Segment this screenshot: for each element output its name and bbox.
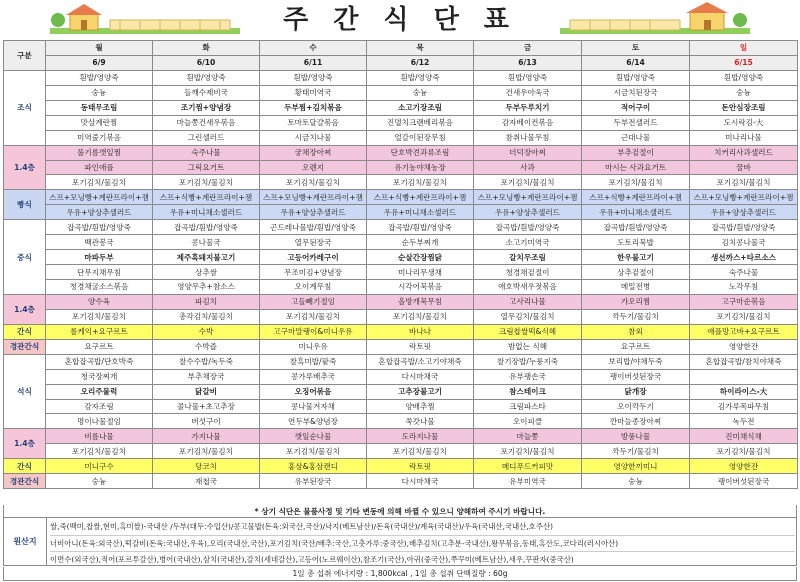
menu-cell: 숭늉 [367, 85, 474, 100]
menu-cell: 포기김치/물김치 [260, 309, 367, 324]
menu-cell: 혼합잡곡밥/단호박죽 [46, 354, 153, 369]
menu-cell: 꿀바 [690, 160, 798, 175]
menu-cell: 상추겉절이 [582, 265, 690, 280]
menu-cell: 영양한끼미니 [582, 459, 690, 474]
header-label: 구분 [4, 41, 46, 71]
menu-cell: 마늘쫑 [474, 429, 582, 444]
menu-cell: 근대나물 [582, 130, 690, 145]
menu-row [4, 280, 798, 295]
menu-row [4, 235, 798, 250]
menu-table [3, 40, 798, 489]
menu-cell: 포기김치/물김치 [153, 175, 260, 190]
menu-cell: 흰밥/영양죽 [46, 70, 153, 85]
menu-cell: 콩나물겨자채 [260, 399, 367, 414]
menu-cell: 크림찹쌀떡&식혜 [474, 324, 582, 339]
date-sat: 6/14 [582, 55, 690, 70]
menu-cell: 미나리나물 [690, 130, 798, 145]
menu-cell: 두부두루치기 [474, 100, 582, 115]
menu-cell: 시각어묵볶음 [367, 280, 474, 295]
menu-cell: 숭늉 [46, 85, 153, 100]
menu-cell: 영양무추+참소스 [153, 280, 260, 295]
menu-cell: 요구르트 [46, 339, 153, 354]
menu-cell: 방풍나물 [582, 429, 690, 444]
menu-cell: 그린샐러드 [153, 130, 260, 145]
menu-cell: 백관봉국 [46, 235, 153, 250]
menu-cell: 수박즙 [153, 339, 260, 354]
menu-cell: 포기김치/물김치 [46, 309, 153, 324]
menu-cell: 스프+모닝빵+계란프라이+잼 [260, 190, 367, 205]
menu-cell: 찰흑미밥/팥죽 [260, 354, 367, 369]
menu-row [4, 339, 798, 354]
menu-cell: 숭늉 [582, 474, 690, 489]
menu-cell: 도라지나물 [367, 429, 474, 444]
menu-cell: 흰밥/영양죽 [474, 70, 582, 85]
menu-cell: 찰기장밥/누룽지죽 [474, 354, 582, 369]
menu-cell: 열무된장국 [260, 235, 367, 250]
menu-cell: 오징어볶음 [260, 384, 367, 399]
menu-cell: 스프+모닝빵+계란프라이+잼 [474, 190, 582, 205]
menu-cell: 보리밥/야채두죽 [582, 354, 690, 369]
menu-cell: 소고기장조림 [367, 100, 474, 115]
menu-cell: 건새우아욱국 [474, 85, 582, 100]
menu-row [4, 474, 798, 489]
menu-cell: 포기김치/물김치 [474, 444, 582, 459]
menu-cell: 우유+미니채소샐러드 [153, 205, 260, 220]
menu-row [4, 175, 798, 190]
menu-cell: 우유+양상추샐러드 [474, 205, 582, 220]
nutrition-footer: 1일 총 섭취 에너지량 : 1,800kcal , 1일 총 섭취 단백질량 : 60g [3, 567, 797, 581]
menu-row [4, 459, 798, 474]
menu-cell: 포기김치/물김치 [690, 175, 798, 190]
menu-cell: 올방개묵무침 [367, 294, 474, 309]
origin-label: 원산지 [4, 518, 47, 565]
menu-cell: 파인애플 [46, 160, 153, 175]
menu-cell: 궁채장아찌 [260, 145, 367, 160]
menu-cell: 무조미김+양념장 [260, 265, 367, 280]
menu-cell: 우유+양상추샐러드 [260, 205, 367, 220]
menu-row [4, 145, 798, 160]
menu-cell: 스프+모닝빵+계란프라이+잼 [690, 190, 798, 205]
menu-cell: 우유+양상추샐러드 [690, 205, 798, 220]
menu-row [4, 265, 798, 280]
menu-cell: 동태무조림 [46, 100, 153, 115]
menu-cell: 크림파스타 [474, 399, 582, 414]
menu-cell: 도토리묵밥 [582, 235, 690, 250]
menu-row [4, 70, 798, 85]
menu-cell: 참외 [582, 324, 690, 339]
menu-cell: 김치콩나물국 [690, 235, 798, 250]
menu-cell: 잡곡밥/흰밥/영양죽 [582, 220, 690, 235]
menu-cell: 황태미역국 [260, 85, 367, 100]
menu-cell: 오이피클 [474, 414, 582, 429]
menu-cell: 두부찜+김치볶음 [260, 100, 367, 115]
origin-lines [50, 519, 795, 568]
menu-cell: 잡곡밥/흰밥/영양죽 [153, 220, 260, 235]
menu-cell: 포기김치/물김치 [582, 175, 690, 190]
menu-cell: 스프+식빵+계란프라이+잼 [367, 190, 474, 205]
menu-cell: 미니우유 [260, 339, 367, 354]
menu-cell: 마시는 사과요거트 [582, 160, 690, 175]
menu-cell: 미니구수 [46, 459, 153, 474]
menu-row [4, 444, 798, 459]
meal-label: 간식 [4, 459, 46, 474]
menu-cell: 락토핏 [367, 339, 474, 354]
menu-cell: 포기김치/물김치 [46, 444, 153, 459]
menu-cell: 얼갈이된장무침 [367, 130, 474, 145]
page-title: 주 간 식 단 표 [283, 5, 517, 35]
origin-line: 너비아니(돈육:외국산),떡갈비(돈육:국내산,우육),오리(국내산,국산),포기김치(국산/배추:국산,고춧가루:중국산),배추김치(고추분-국내산),왕무볶음,동태,흑산도,코다리(러시아산) [50, 536, 795, 553]
menu-cell: 스프+식빵+계란프라이+잼 [153, 190, 260, 205]
menu-cell: 부추채장국 [153, 369, 260, 384]
menu-cell: 김가루목파무침 [690, 399, 798, 414]
menu-row [4, 85, 798, 100]
menu-cell-empty [690, 369, 798, 384]
menu-cell: 우유+양상추샐러드 [46, 205, 153, 220]
day-fri: 금 [474, 41, 582, 56]
menu-cell: 버섯구이 [153, 414, 260, 429]
menu-cell: 가지나물 [153, 429, 260, 444]
menu-cell: 청경채굴소스볶음 [46, 280, 153, 295]
menu-cell: 흰밥/영양죽 [367, 70, 474, 85]
menu-cell: 상추쌈 [153, 265, 260, 280]
menu-cell: 깍두기/물김치 [582, 444, 690, 459]
notice-text: * 상기 식단은 물품사정 및 기타 변동에 의해 바뀔 수 있으니 양해하여 주시기 바랍니다. [3, 505, 797, 518]
header-days-row [4, 41, 798, 56]
menu-row [4, 384, 798, 399]
menu-cell: 찰수수밥/녹두죽 [153, 354, 260, 369]
menu-cell: 고구마순볶음 [690, 294, 798, 309]
day-wed: 수 [260, 41, 367, 56]
date-tue: 6/10 [153, 55, 260, 70]
menu-cell: 오렌지 [260, 160, 367, 175]
menu-cell: 감자조림 [46, 399, 153, 414]
day-mon: 월 [46, 41, 153, 56]
menu-row [4, 100, 798, 115]
menu-cell: 닭개장 [582, 384, 690, 399]
menu-cell: 맛살계란찜 [46, 115, 153, 130]
day-thu: 목 [367, 41, 474, 56]
house-fence-decoration [50, 2, 240, 36]
menu-cell: 바나나 [367, 324, 474, 339]
menu-cell: 다시마채국 [367, 474, 474, 489]
menu-cell: 감자베이컨볶음 [474, 115, 582, 130]
menu-cell: 흰밥/영양죽 [260, 70, 367, 85]
menu-cell: 깍두기/물김치 [582, 309, 690, 324]
menu-cell: 비름나물 [46, 429, 153, 444]
menu-cell: 오이깍두기 [582, 399, 690, 414]
menu-cell: 청국장찌개 [46, 369, 153, 384]
menu-cell: 미역줄기볶음 [46, 130, 153, 145]
menu-cell: 팽이버섯된장국 [582, 369, 690, 384]
menu-cell: 영양한잔 [690, 459, 798, 474]
menu-cell: 총각김치/물김치 [153, 309, 260, 324]
menu-cell: 조기찜+양념장 [153, 100, 260, 115]
origin-line: 이면수(외국산),적어(포르투갈산),병어(국내산),삼치(국내산),갈치(세네갈산),고등어(노르웨이산),참조기(국산),아귀(중국산),쭈꾸미(베트남산),새우,꾸판자(중국산) [50, 555, 574, 564]
menu-cell: 열무김치/물김치 [474, 309, 582, 324]
menu-cell: 롤케익+요구르트 [46, 324, 153, 339]
menu-cell: 마파두부 [46, 250, 153, 265]
menu-row [4, 220, 798, 235]
date-sun: 6/15 [690, 55, 798, 70]
menu-cell: 더덕장아찌 [474, 145, 582, 160]
menu-cell: 메디푸드커피맛 [474, 459, 582, 474]
menu-row [4, 369, 798, 384]
menu-cell: 혼합잡곡밥/소고기야채죽 [367, 354, 474, 369]
menu-cell: 부추겉절이 [582, 145, 690, 160]
menu-cell: 연두부&양념장 [260, 414, 367, 429]
menu-cell: 콜나물+초고추장 [153, 399, 260, 414]
menu-cell: 돈안심장조림 [690, 100, 798, 115]
house-fence-decoration [560, 2, 750, 36]
menu-cell: 노각무침 [690, 280, 798, 295]
menu-cell: 갈치무조림 [474, 250, 582, 265]
menu-cell: 마늘쫑건새우볶음 [153, 115, 260, 130]
menu-cell: 포기김치/물김치 [260, 444, 367, 459]
menu-cell: 가오리찜 [582, 294, 690, 309]
menu-cell: 참취나물무침 [474, 130, 582, 145]
menu-cell: 홍삼&홍삼캔디 [260, 459, 367, 474]
menu-row [4, 160, 798, 175]
menu-row [4, 429, 798, 444]
menu-cell: 락토핏 [367, 459, 474, 474]
menu-cell: 쑥갓나물 [367, 414, 474, 429]
menu-cell: 우유+미니채소샐러드 [582, 205, 690, 220]
menu-cell: 고구마말랭이&미니우유 [260, 324, 367, 339]
menu-cell: 흰밥/영양죽 [690, 70, 798, 85]
menu-cell: 콩나물국 [153, 235, 260, 250]
menu-cell: 청경채겉절이 [474, 265, 582, 280]
date-fri: 6/13 [474, 55, 582, 70]
menu-cell: 혼합잡곡밥/참치야채죽 [690, 354, 798, 369]
meal-label: 빵식 [4, 190, 46, 220]
menu-cell: 숭늉 [46, 474, 153, 489]
menu-cell: 사과 [474, 160, 582, 175]
menu-cell: 파김치 [153, 294, 260, 309]
menu-cell: 유부미역국 [474, 474, 582, 489]
menu-cell: 소고기미역국 [474, 235, 582, 250]
menu-cell: 들깨수제비국 [153, 85, 260, 100]
menu-row [4, 190, 798, 205]
menu-cell: 오이계무침 [260, 280, 367, 295]
menu-cell: 두부전샐러드 [582, 115, 690, 130]
header-dates-row [4, 55, 798, 70]
menu-cell: 순두부찌개 [367, 235, 474, 250]
menu-cell: 한우불고기 [582, 250, 690, 265]
menu-row [4, 294, 798, 309]
menu-cell: 포기김치/물김치 [153, 444, 260, 459]
menu-row [4, 130, 798, 145]
menu-cell: 진미채식채 [690, 429, 798, 444]
menu-cell: 애호박새우젓볶음 [474, 280, 582, 295]
meal-label: 간식 [4, 324, 46, 339]
meal-label: 1.4층 [4, 429, 46, 459]
menu-cell: 메밀전병 [582, 280, 690, 295]
menu-cell: 도시락김-大 [690, 115, 798, 130]
menu-row [4, 354, 798, 369]
meal-label: 중식 [4, 220, 46, 295]
menu-cell: 풀기름깻잎찜 [46, 145, 153, 160]
menu-cell: 곤드레나물밥/흰밥/영양죽 [260, 220, 367, 235]
menu-cell: 포기김치/물김치 [690, 444, 798, 459]
menu-row [4, 115, 798, 130]
menu-cell: 미나리무생채 [367, 265, 474, 280]
meal-label: 경관간식 [4, 474, 46, 489]
menu-cell: 고추장불고기 [367, 384, 474, 399]
menu-cell: 단호박견과류조림 [367, 145, 474, 160]
menu-cell: 녹두전 [690, 414, 798, 429]
menu-cell: 제주흑돼지불고기 [153, 250, 260, 265]
menu-cell: 우유+미니채소샐러드 [367, 205, 474, 220]
menu-cell: 시금치된장국 [582, 85, 690, 100]
menu-cell: 포기김치/물김치 [367, 444, 474, 459]
menu-cell: 유기농야채농장 [367, 160, 474, 175]
menu-row [4, 250, 798, 265]
menu-cell: 진멸치크랜베리볶음 [367, 115, 474, 130]
menu-cell: 팽이버섯된장국 [690, 474, 798, 489]
menu-cell: 시금치나물 [260, 130, 367, 145]
meal-label: 1.4층 [4, 145, 46, 190]
page-header [0, 0, 800, 40]
menu-cell: 콩가루배추국 [260, 369, 367, 384]
menu-cell: 닭갈비 [153, 384, 260, 399]
menu-cell: 생선까스+타르소스 [690, 250, 798, 265]
menu-cell: 포기김치/물김치 [474, 175, 582, 190]
menu-cell: 잡곡밥/흰밥/영양죽 [46, 220, 153, 235]
menu-cell: 포기김치/물김치 [367, 309, 474, 324]
menu-cell: 포기김치/물김치 [367, 175, 474, 190]
day-tue: 화 [153, 41, 260, 56]
menu-cell: 밤없는 식혜 [474, 339, 582, 354]
menu-cell: 잡곡밥/흰밥/영양죽 [367, 220, 474, 235]
date-mon: 6/9 [46, 55, 153, 70]
menu-cell: 오리주물럭 [46, 384, 153, 399]
menu-cell: 재첩국 [153, 474, 260, 489]
menu-cell: 애플망고바+요구르트 [690, 324, 798, 339]
menu-cell: 그릭요거트 [153, 160, 260, 175]
menu-cell: 명이나물절임 [46, 414, 153, 429]
menu-cell: 수박 [153, 324, 260, 339]
menu-cell: 요구르트 [582, 339, 690, 354]
menu-cell: 토마토달걀볶음 [260, 115, 367, 130]
menu-cell: 포기김치/물김치 [690, 309, 798, 324]
menu-cell: 스프+모닝빵+계란프라이+잼 [46, 190, 153, 205]
menu-cell: 고들빼기절임 [260, 294, 367, 309]
origin-section [3, 518, 797, 566]
menu-cell: 하이라이스-大 [690, 384, 798, 399]
menu-cell: 포기김치/물김치 [46, 175, 153, 190]
menu-cell: 깻잎순나물 [260, 429, 367, 444]
menu-row [4, 324, 798, 339]
menu-cell: 포기김치/물김치 [260, 175, 367, 190]
meal-label: 석식 [4, 354, 46, 429]
menu-cell: 고사리나물 [474, 294, 582, 309]
menu-cell: 유부팽손국 [474, 369, 582, 384]
menu-cell: 양배추찜 [367, 399, 474, 414]
menu-cell: 깐마늘종장아찌 [582, 414, 690, 429]
menu-cell: 다시마채국 [367, 369, 474, 384]
menu-cell: 잡곡밥/흰밥/영양죽 [474, 220, 582, 235]
menu-cell: 스프+식빵+계란프라이+잼 [582, 190, 690, 205]
menu-cell: 숙주나물 [153, 145, 260, 160]
menu-cell: 적어구이 [582, 100, 690, 115]
menu-row [4, 399, 798, 414]
origin-line: 쌀,죽(백미,찹쌀,현미,흑미쌀)-국내산 /두부(대두:수입산)/콩고물밥(돈육:외국산,국산)/낙지(베트남산)/돈육(국내산)/계육(국내산)/우육(국내산,국내산,호주산) [50, 519, 795, 536]
menu-row [4, 309, 798, 324]
menu-cell: 숭늉 [690, 85, 798, 100]
menu-cell: 단무지채무침 [46, 265, 153, 280]
menu-cell: 유부된장국 [260, 474, 367, 489]
menu-cell: 고등어카레구이 [260, 250, 367, 265]
meal-label: 1.4층 [4, 294, 46, 324]
meal-label: 경관간식 [4, 339, 46, 354]
menu-cell: 숙주나물 [690, 265, 798, 280]
date-thu: 6/12 [367, 55, 474, 70]
menu-cell: 흰밥/영양죽 [153, 70, 260, 85]
menu-cell: 영양한잔 [690, 339, 798, 354]
menu-cell: 흰밥/영양죽 [582, 70, 690, 85]
meal-label: 조식 [4, 70, 46, 145]
menu-cell: 당코치 [153, 459, 260, 474]
menu-row [4, 414, 798, 429]
menu-cell: 치커리사과샐러드 [690, 145, 798, 160]
menu-row [4, 205, 798, 220]
menu-cell: 양수육 [46, 294, 153, 309]
day-sat: 토 [582, 41, 690, 56]
date-wed: 6/11 [260, 55, 367, 70]
menu-cell: 잡곡밥/흰밥/영양죽 [690, 220, 798, 235]
menu-cell: 순살간장찜닭 [367, 250, 474, 265]
menu-cell: 참스테이크 [474, 384, 582, 399]
day-sun: 일 [690, 41, 798, 56]
